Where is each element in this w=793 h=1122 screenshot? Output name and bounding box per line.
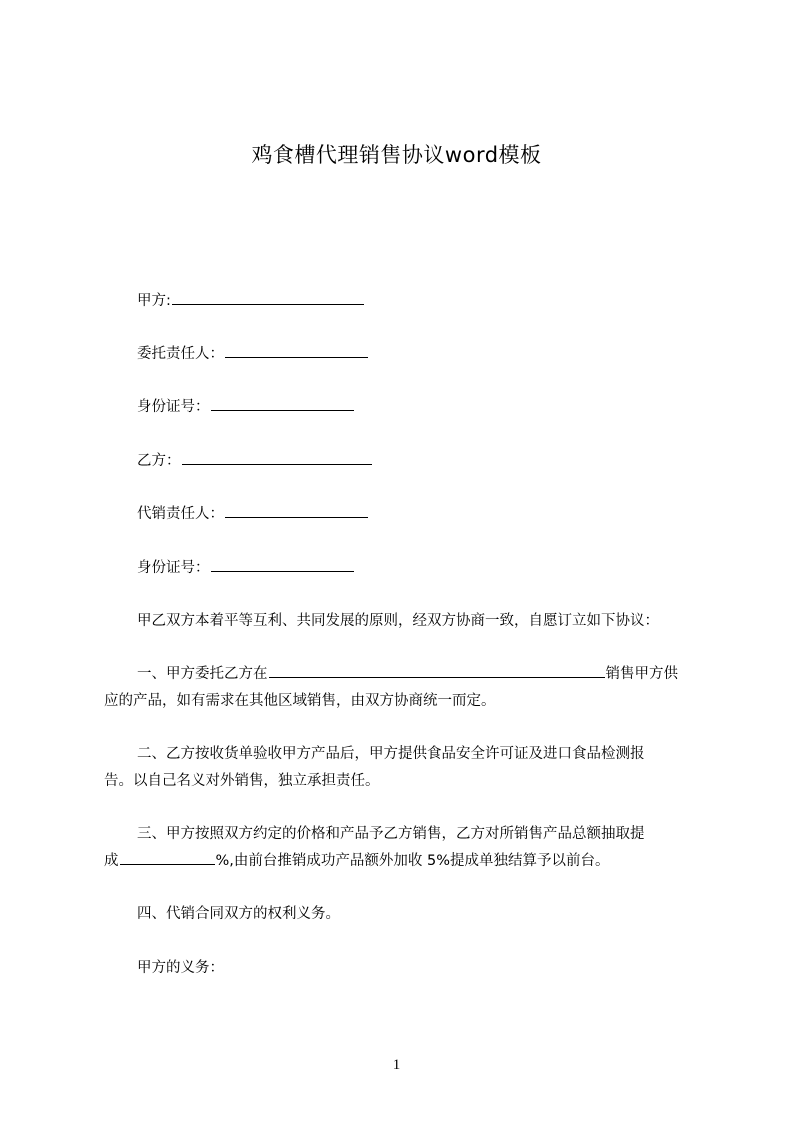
id-number-blank-1[interactable] (211, 396, 354, 411)
page-number: 1 (392, 1057, 401, 1073)
id-number-blank-2[interactable] (211, 557, 354, 572)
party-a-obligations-heading: 甲方的义务： (137, 960, 224, 976)
clause-2-line-1: 二、乙方按收货单验收甲方产品后，甲方提供食品安全许可证及进口食品检测报 (137, 746, 645, 762)
party-b-blank[interactable] (182, 450, 372, 465)
entrusted-person-label: 委托责任人： (137, 346, 224, 362)
entrusted-person-field (137, 343, 369, 365)
id-number-label-1: 身份证号： (137, 399, 210, 415)
entrusted-person-blank[interactable] (225, 343, 368, 358)
id-number-field-1 (137, 396, 355, 418)
party-b-field (137, 450, 373, 472)
id-number-field-2 (137, 557, 355, 579)
document-title: 鸡食槽代理销售协议word模板 (251, 143, 542, 167)
clause-1-start: 一、甲方委托乙方在 (137, 666, 268, 682)
clause-3-start: 成 (104, 853, 119, 869)
agent-person-label: 代销责任人： (137, 506, 224, 522)
party-a-label: 甲方: (137, 293, 171, 309)
clause-1-end: 销售甲方供 (605, 666, 678, 682)
agent-person-field (137, 503, 369, 525)
clause-3-end: %,由前台推销成功产品额外加收 5%提成单独结算予以前台。 (215, 853, 610, 869)
clause-3-line-2 (104, 850, 610, 872)
id-number-label-2: 身份证号： (137, 560, 210, 576)
clause-1-line-2: 应的产品，如有需求在其他区域销售，由双方协商统一而定。 (104, 693, 496, 709)
agent-person-blank[interactable] (225, 503, 368, 518)
clause-4: 四、代销合同双方的权利义务。 (137, 906, 340, 922)
party-b-label: 乙方： (137, 453, 181, 469)
clause-1-line-1 (137, 663, 678, 685)
intro-paragraph: 甲乙双方本着平等互利、共同发展的原则，经双方协商一致，自愿订立如下协议： (137, 613, 659, 629)
clause-3-line-1: 三、甲方按照双方约定的价格和产品予乙方销售，乙方对所销售产品总额抽取提 (137, 826, 645, 842)
sales-region-blank[interactable] (269, 663, 605, 678)
clause-2-line-2: 告。以自己名义对外销售，独立承担责任。 (104, 773, 380, 789)
commission-rate-blank[interactable] (120, 850, 215, 865)
party-a-field (137, 290, 365, 312)
party-a-blank[interactable] (172, 290, 364, 305)
